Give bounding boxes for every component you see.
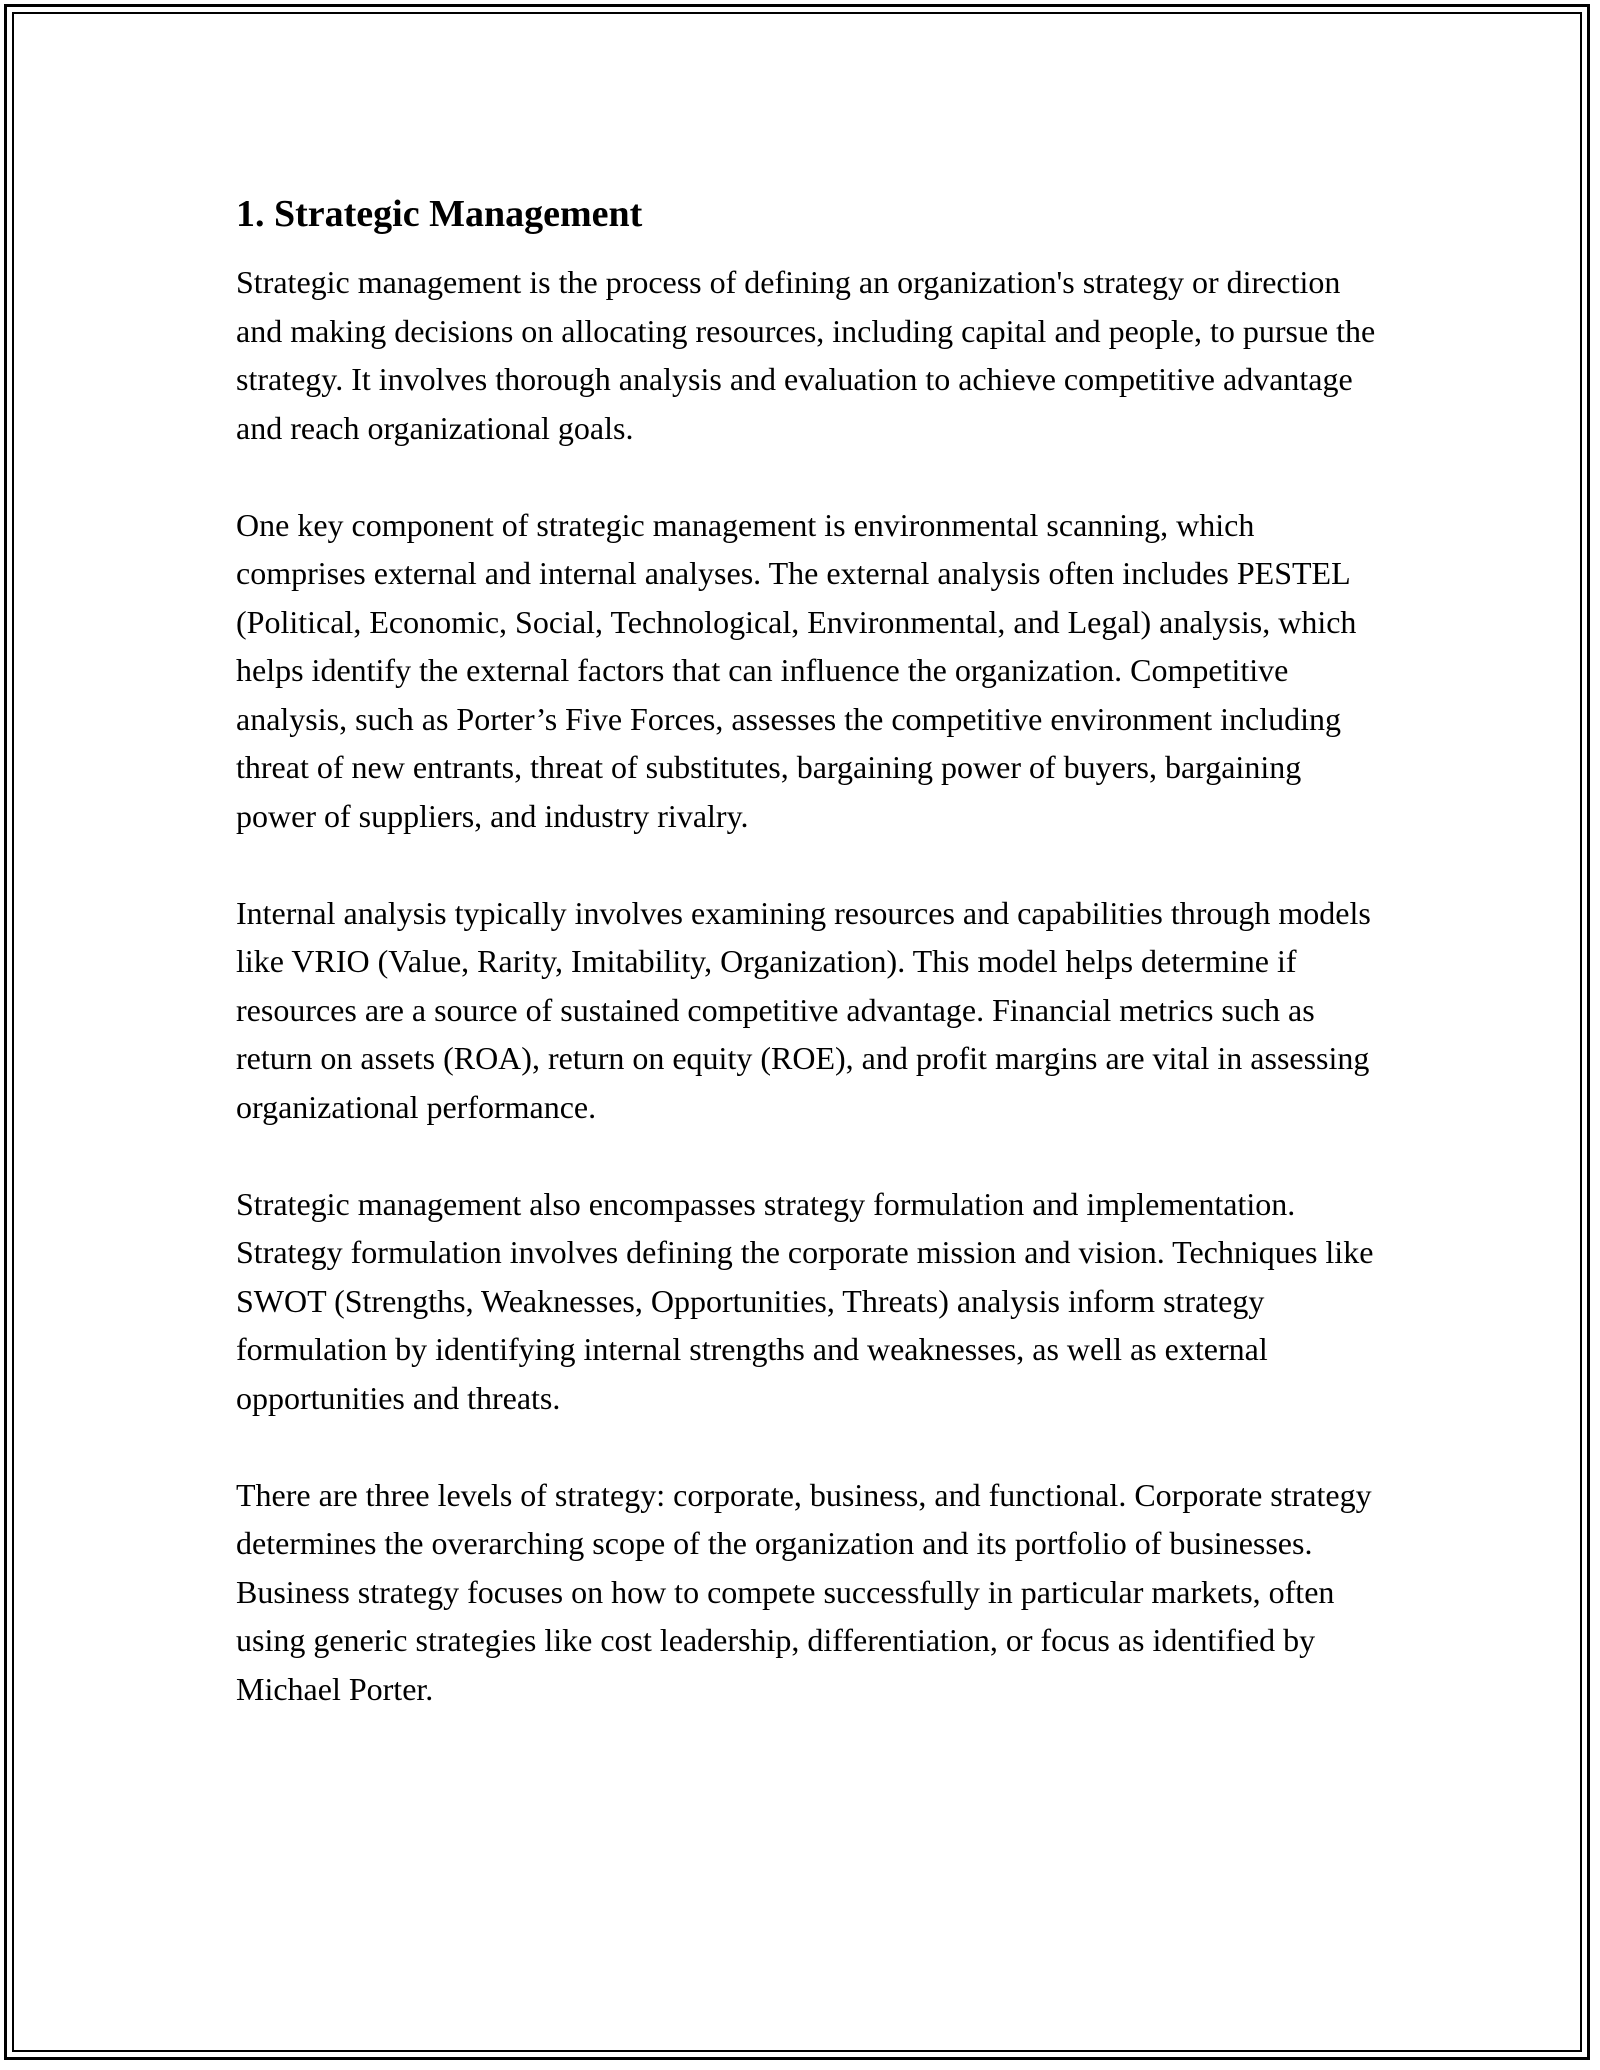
section-heading: 1. Strategic Management (236, 193, 643, 235)
paragraph-environmental-scanning: One key component of strategic management is environmental scanning, which comprises external and internal analyses. The external analysis often includes PESTEL (Political, Economic, Social, Technological, Environmental, and Legal) analysis, which helps identify the external factors that can influence the organization. Competitive analysis, such as Porter’s Five Forces, assesses the competitive environment including threat of new entrants, threat of substitutes, bargaining power of buyers, bargaining power of suppliers, and industry rivalry. (236, 506, 1357, 834)
paragraph-definition: Strategic management is the process of defining an organization's strategy or direction and making decisions on allocating resources, including capital and people, to pursue the strategy. It involves thorough analysis and evaluation to achieve competitive advantage and reach organizational goals. (236, 264, 1376, 446)
paragraph-internal-analysis: Internal analysis typically involves examining resources and capabilities through models like VRIO (Value, Rarity, Imitability, Organization). This model helps determine if resources are a source of sustained competitive advantage. Financial metrics such as return on assets (ROA), return on equity (ROE), and profit margins are vital in assessing organizational performance. (236, 894, 1371, 1125)
document-body (236, 186, 1376, 1762)
paragraph-levels-of-strategy: There are three levels of strategy: corporate, business, and functional. Corporate strategy determines the overarching scope of the organization and its portfolio of businesses. Business strategy focuses on how to compete successfully in particular markets, often using generic strategies like cost leadership, differentiation, or focus as identified by Michael Porter. (236, 1476, 1372, 1707)
paragraph-strategy-formulation: Strategic management also encompasses strategy formulation and implementation. Strategy formulation involves defining the corporate mission and vision. Techniques like SWOT (Strengths, Weaknesses, Opportunities, Threats) analysis inform strategy formulation by identifying internal strengths and weaknesses, as well as external opportunities and threats. (236, 1185, 1374, 1416)
